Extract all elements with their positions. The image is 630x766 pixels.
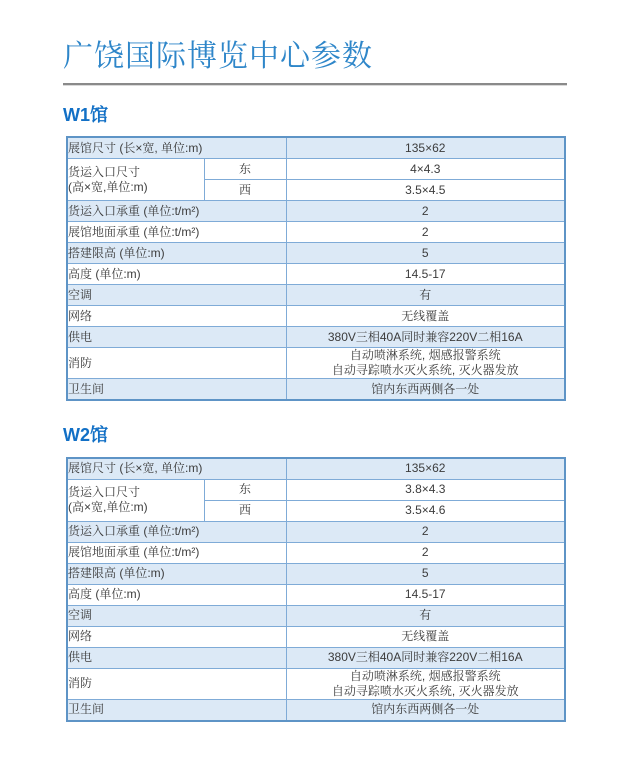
- table-row-freight-east: [67, 159, 565, 180]
- table-row-fire: [67, 668, 565, 699]
- direction-label-west: 西: [204, 500, 286, 521]
- table-row-power: [67, 647, 565, 668]
- param-value: 5: [286, 243, 565, 264]
- table-row-floor-load: [67, 542, 565, 563]
- param-value: 无线覆盖: [286, 626, 565, 647]
- param-label: 展馆地面承重 (单位:t/m²): [67, 222, 286, 243]
- param-value: 有: [286, 285, 565, 306]
- table-row-floor-load: [67, 222, 565, 243]
- param-value-line1: 自动喷淋系统, 烟感报警系统: [349, 668, 501, 683]
- table-row-build-limit: [67, 243, 565, 264]
- param-label: 货运入口承重 (单位:t/m²): [67, 521, 286, 542]
- param-value: 有: [286, 605, 565, 626]
- param-value: 馆内东西两侧各一处: [286, 699, 565, 721]
- param-label: 空调: [67, 605, 286, 626]
- param-value: [286, 668, 565, 699]
- w1-params-table: [66, 136, 566, 401]
- table-row-fire: [67, 348, 565, 379]
- param-label: 搭建限高 (单位:m): [67, 563, 286, 584]
- param-value-line2: 自动寻踪喷水灭火系统, 灭火器发放: [331, 363, 519, 378]
- direction-label-east: 东: [204, 479, 286, 500]
- param-value: 馆内东西两侧各一处: [286, 379, 565, 401]
- param-label: 高度 (单位:m): [67, 264, 286, 285]
- param-label: 展馆尺寸 (长×宽, 单位:m): [67, 137, 286, 159]
- section-w2: [63, 425, 567, 722]
- param-label: 展馆尺寸 (长×宽, 单位:m): [67, 458, 286, 480]
- param-value: 2: [286, 521, 565, 542]
- table-row-build-limit: [67, 563, 565, 584]
- page-title: 广饶国际博览中心参数: [63, 40, 373, 73]
- param-value: 14.5-17: [286, 264, 565, 285]
- section-heading-w2: W2馆: [63, 425, 108, 446]
- table-row-height: [67, 584, 565, 605]
- param-label: 网络: [67, 306, 286, 327]
- w2-params-table: [66, 457, 566, 722]
- table-row-restroom: [67, 699, 565, 721]
- param-value: [286, 348, 565, 379]
- param-label-line2: (高×宽,单位:m): [68, 179, 148, 194]
- param-label: 网络: [67, 626, 286, 647]
- section-heading-w1: W1馆: [63, 104, 108, 125]
- table-row-hall-size: [67, 137, 565, 159]
- table-row-network: [67, 306, 565, 327]
- table-row-network: [67, 626, 565, 647]
- table-row-air-conditioning: [67, 605, 565, 626]
- param-value: 3.5×4.6: [286, 500, 565, 521]
- table-row-hall-size: [67, 458, 565, 480]
- param-value: 14.5-17: [286, 584, 565, 605]
- table-row-restroom: [67, 379, 565, 401]
- table-row-entrance-load: [67, 521, 565, 542]
- param-value: 380V三相40A同时兼容220V二相16A: [286, 647, 565, 668]
- param-label: 卫生间: [67, 379, 286, 401]
- param-label: 货运入口承重 (单位:t/m²): [67, 201, 286, 222]
- param-value: 4×4.3: [286, 159, 565, 180]
- param-label: 供电: [67, 647, 286, 668]
- param-value: 2: [286, 201, 565, 222]
- table-row-entrance-load: [67, 201, 565, 222]
- direction-label-west: 西: [204, 180, 286, 201]
- table-row-freight-east: [67, 479, 565, 500]
- param-value: 135×62: [286, 458, 565, 480]
- param-value: 135×62: [286, 137, 565, 159]
- param-label: 空调: [67, 285, 286, 306]
- table-row-height: [67, 264, 565, 285]
- param-value: 3.8×4.3: [286, 479, 565, 500]
- param-label: [67, 159, 204, 201]
- param-value: 3.5×4.5: [286, 180, 565, 201]
- param-value-line2: 自动寻踪喷水灭火系统, 灭火器发放: [331, 683, 519, 698]
- param-label: 消防: [67, 668, 286, 699]
- param-label-line1: 货运入口尺寸: [68, 485, 141, 500]
- param-label: 卫生间: [67, 699, 286, 721]
- param-label: 展馆地面承重 (单位:t/m²): [67, 542, 286, 563]
- section-w1: [63, 105, 567, 402]
- param-value-line1: 自动喷淋系统, 烟感报警系统: [349, 348, 501, 363]
- param-value: 2: [286, 222, 565, 243]
- table-row-air-conditioning: [67, 285, 565, 306]
- param-label: 供电: [67, 327, 286, 348]
- param-label: 高度 (单位:m): [67, 584, 286, 605]
- param-value: 380V三相40A同时兼容220V二相16A: [286, 327, 565, 348]
- param-value: 2: [286, 542, 565, 563]
- param-value: 无线覆盖: [286, 306, 565, 327]
- title-divider: [63, 83, 567, 86]
- direction-label-east: 东: [204, 159, 286, 180]
- param-label: 搭建限高 (单位:m): [67, 243, 286, 264]
- param-label-line2: (高×宽,单位:m): [68, 500, 148, 515]
- table-row-power: [67, 327, 565, 348]
- param-label: [67, 479, 204, 521]
- param-value: 5: [286, 563, 565, 584]
- param-label-line1: 货运入口尺寸: [68, 164, 141, 179]
- param-label: 消防: [67, 348, 286, 379]
